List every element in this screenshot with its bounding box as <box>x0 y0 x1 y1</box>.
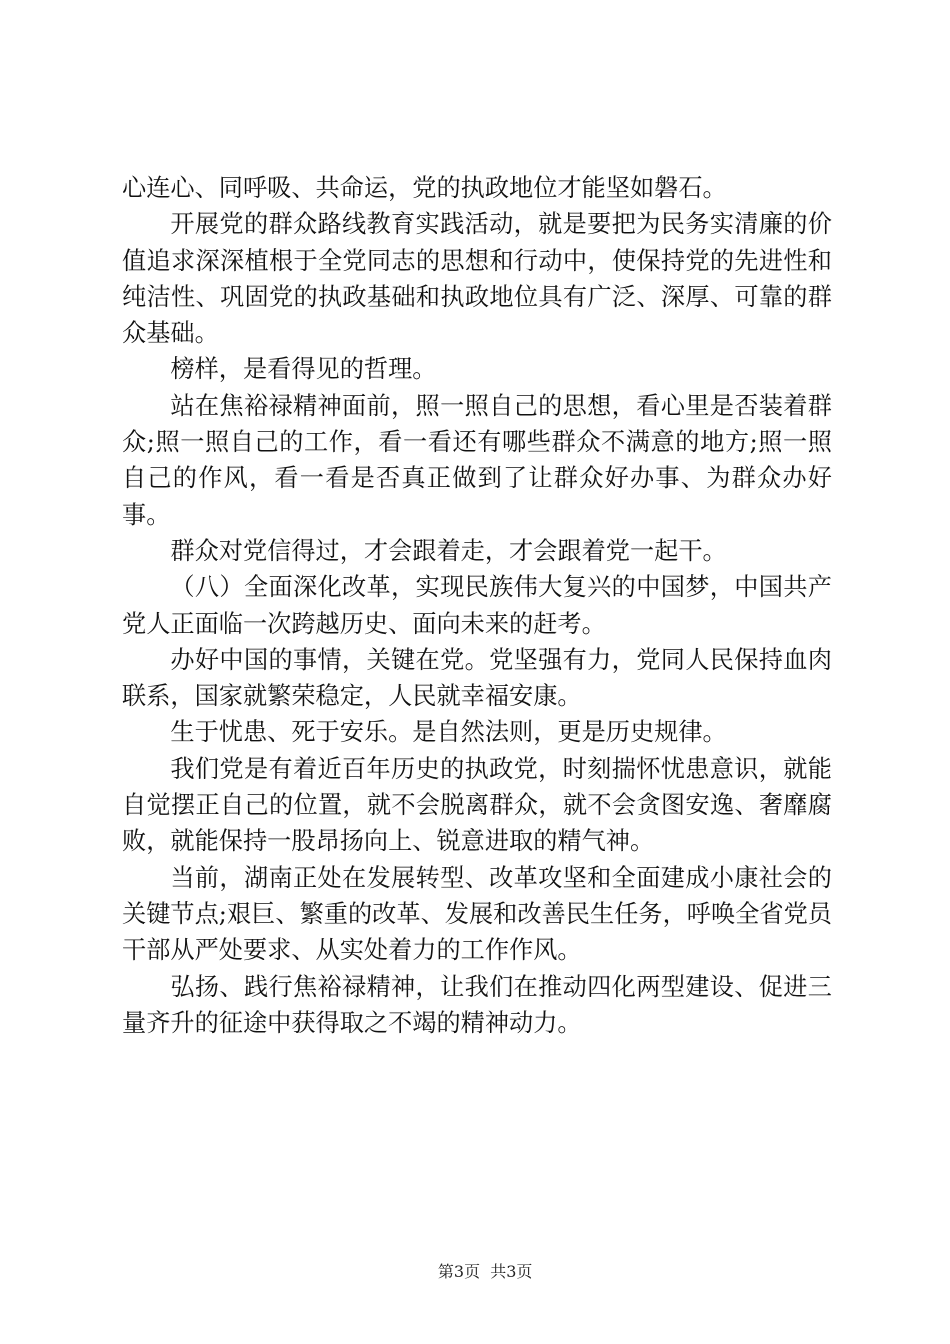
paragraph-3: 榜样，是看得见的哲理。 <box>170 355 437 384</box>
paragraph-2: 开展党的群众路线教育实践活动，就是要把为民务实清廉的价值追求深深植根于全党同志的思想和行动中，使保持党的先进性和纯洁性、巩固党的执政基础和执政地位具有广泛、深厚、可靠的群众基础。 <box>122 210 832 348</box>
paragraph-6: （八）全面深化改革，实现民族伟大复兴的中国梦，中国共产党人正面临一次跨越历史、面向未来的赶考。 <box>122 573 832 638</box>
paragraph-8: 生于忧患、死于安乐。是自然法则，更是历史规律。 <box>170 718 727 747</box>
paragraph-9: 我们党是有着近百年历史的执政党，时刻揣怀忧患意识，就能自觉摆正自己的位置，就不会脱离群众，就不会贪图安逸、奢靡腐败，就能保持一股昂扬向上、锐意进取的精气神。 <box>122 754 832 856</box>
paragraph-1: 心连心、同呼吸、共命运，党的执政地位才能坚如磐石。 <box>122 174 727 202</box>
page-number-label: 第3页 共3页 <box>437 1262 533 1281</box>
page-footer <box>0 1242 950 1302</box>
document-body <box>122 170 832 1041</box>
paragraph-11: 弘扬、践行焦裕禄精神，让我们在推动四化两型建设、促进三量齐升的征途中获得取之不竭的精神动力。 <box>122 972 832 1037</box>
paragraph-5: 群众对党信得过，才会跟着走，才会跟着党一起干。 <box>170 536 727 565</box>
paragraph-10: 当前，湖南正处在发展转型、改革攻坚和全面建成小康社会的关键节点;艰巨、繁重的改革、发展和改善民生任务，呼唤全省党员干部从严处要求、从实处着力的工作作风。 <box>122 863 832 965</box>
paragraph-7: 办好中国的事情，关键在党。党坚强有力，党同人民保持血肉联系，国家就繁荣稳定，人民就幸福安康。 <box>122 645 832 711</box>
paragraph-4: 站在焦裕禄精神面前，照一照自己的思想，看心里是否装着群众;照一照自己的工作，看一看还有哪些群众不满意的地方;照一照自己的作风，看一看是否真正做到了让群众好办事、为群众办好事。 <box>122 391 832 529</box>
